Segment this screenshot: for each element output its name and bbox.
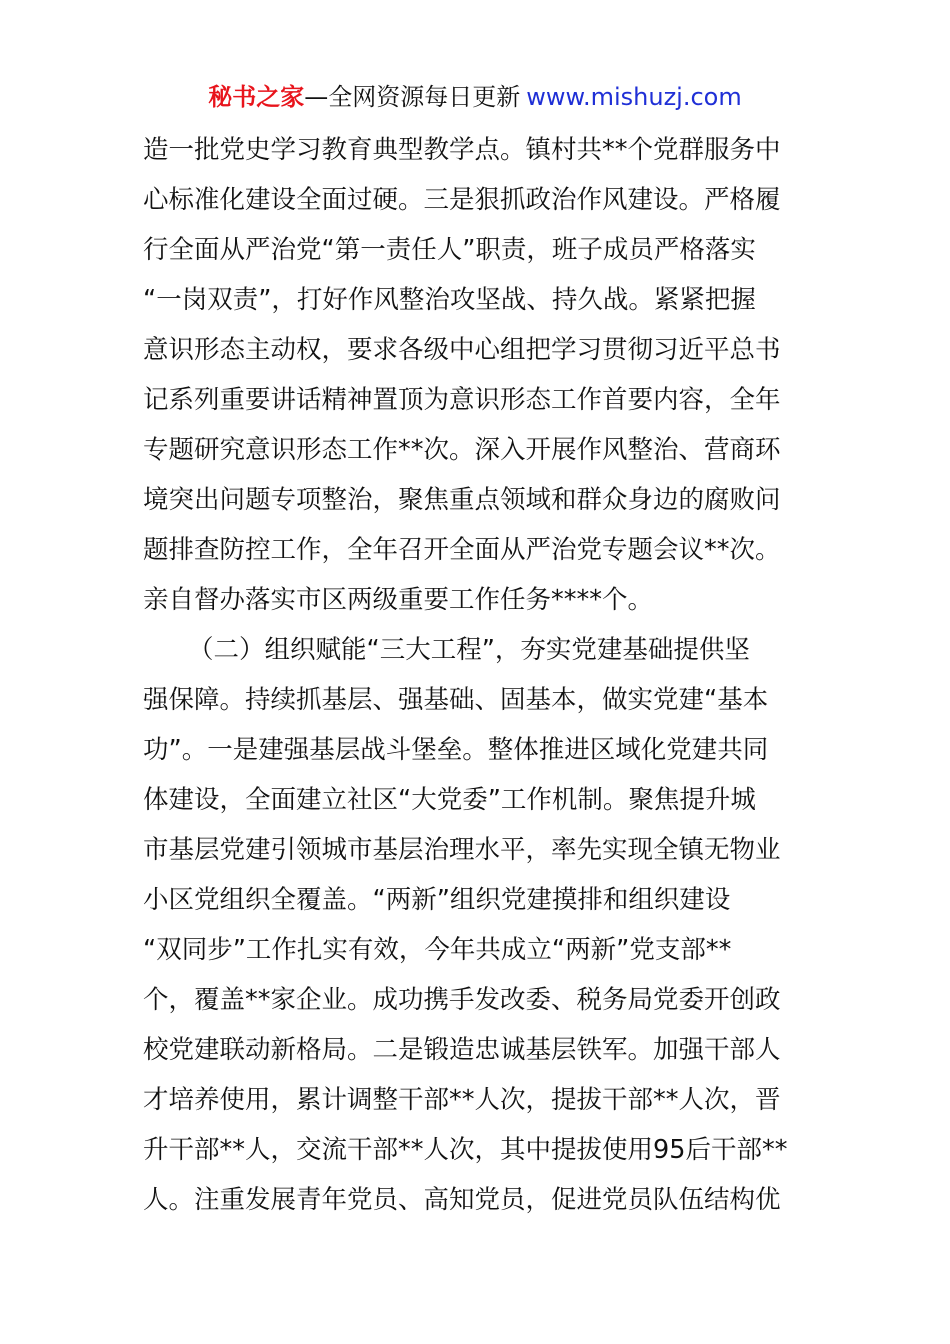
text-line: 意识形态主动权，要求各级中心组把学习贯彻习近平总书 [143,335,781,365]
paragraph-start-line: （二）组织赋能“三大工程”，夯实党建基础提供坚 [188,635,750,665]
site-url-link[interactable]: www.mishuzj.com [526,83,742,111]
text-line: 校党建联动新格局。二是锻造忠诚基层铁军。加强干部人 [143,1035,781,1065]
text-line: “一岗双责”，打好作风整治攻坚战、持久战。紧紧把握 [143,285,756,315]
text-line: 市基层党建引领城市基层治理水平，率先实现全镇无物业 [143,835,781,865]
text-line: 专题研究意识形态工作**次。深入开展作风整治、营商环 [143,435,781,465]
text-line: 体建设，全面建立社区“大党委”工作机制。聚焦提升城 [143,785,756,815]
text-line: 心标准化建设全面过硬。三是狠抓政治作风建设。严格履 [143,185,781,215]
text-line: 题排查防控工作，全年召开全面从严治党专题会议**次。 [143,535,781,565]
text-line: 境突出问题专项整治，聚焦重点领域和群众身边的腐败问 [143,485,781,515]
text-line: 升干部**人，交流干部**人次，其中提拔使用95后干部** [143,1135,788,1165]
text-line: 亲自督办落实市区两级重要工作任务****个。 [143,585,654,615]
text-line: 才培养使用，累计调整干部**人次，提拔干部**人次，晋 [143,1085,781,1115]
text-line: 个，覆盖**家企业。成功携手发改委、税务局党委开创政 [143,985,781,1015]
text-line: “双同步”工作扎实有效，今年共成立“两新”党支部** [143,935,732,965]
brand-name: 秘书之家 [208,83,305,111]
text-line: 强保障。持续抓基层、强基础、固基本，做实党建“基本 [143,685,769,715]
header-tagline: —全网资源每日更新 [304,83,521,111]
text-line: 功”。一是建强基层战斗堡垒。整体推进区域化党建共同 [143,735,769,765]
text-line: 记系列重要讲话精神置顶为意识形态工作首要内容，全年 [143,385,781,415]
text-line: 行全面从严治党“第一责任人”职责，班子成员严格落实 [143,235,756,265]
document-body [143,125,813,1225]
site-header [0,80,950,114]
text-line: 人。注重发展青年党员、高知党员，促进党员队伍结构优 [143,1185,781,1215]
text-line: 造一批党史学习教育典型教学点。镇村共**个党群服务中 [143,135,781,165]
text-line: 小区党组织全覆盖。“两新”组织党建摸排和组织建设 [143,885,731,915]
